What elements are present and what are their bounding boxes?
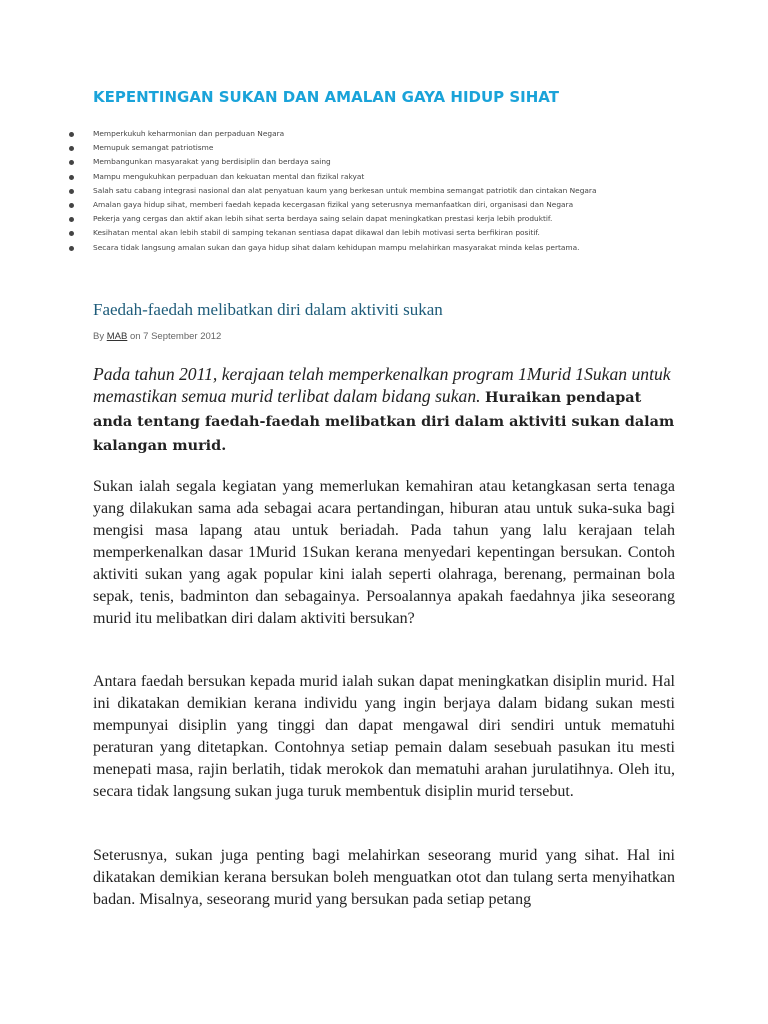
list-item xyxy=(69,170,729,184)
bullet-icon xyxy=(69,231,74,236)
list-item xyxy=(69,226,729,240)
list-item-text: Secara tidak langsung amalan sukan dan gaya hidup sihat dalam kehidupan mampu melahirkan masyarakat minda kelas pertama. xyxy=(93,242,580,252)
bullet-icon xyxy=(69,160,74,165)
list-item-text: Mampu mengukuhkan perpaduan dan kekuatan mental dan fizikal rakyat xyxy=(93,171,365,181)
bullet-icon xyxy=(69,217,74,222)
list-item xyxy=(69,184,729,198)
bullet-icon xyxy=(69,189,74,194)
list-item-text: Pekerja yang cergas dan aktif akan lebih sihat serta berdaya saing selain dapat meningkatkan prestasi kerja lebih produktif. xyxy=(93,214,553,224)
list-item-text: Amalan gaya hidup sihat, memberi faedah kepada kecergasan fizikal yang seterusnya memanfaatkan diri, organisasi dan Negara xyxy=(93,199,574,209)
intro-paragraph xyxy=(93,363,675,457)
byline-date: on 7 September 2012 xyxy=(129,331,222,342)
list-item-text: Memupuk semangat patriotisme xyxy=(93,143,214,153)
intro-bold-text: Huraikan pendapat anda tentang faedah-faedah melibatkan diri dalam aktiviti sukan dalam kalangan murid. xyxy=(93,389,675,454)
article-title: Faedah-faedah melibatkan diri dalam aktiviti sukan xyxy=(93,300,443,319)
list-item xyxy=(69,198,729,212)
bullet-icon xyxy=(69,175,74,180)
list-item-text: Membangunkan masyarakat yang berdisiplin dan berdaya saing xyxy=(93,157,331,167)
byline-prefix: By xyxy=(93,331,105,342)
bullet-icon xyxy=(69,246,74,251)
list-item-text: Salah satu cabang integrasi nasional dan alat penyatuan kaum yang berkesan untuk membina semangat patriotik dan cintakan Negara xyxy=(93,185,597,195)
list-item xyxy=(69,127,729,141)
list-item-text: Kesihatan mental akan lebih stabil di samping tekanan sentiasa dapat dikawal dan lebih motivasi serta berfikiran positif. xyxy=(93,228,540,238)
body-paragraph: Sukan ialah segala kegiatan yang memerlukan kemahiran atau ketangkasan serta tenaga yang dilakukan sama ada sebagai acara pertandingan, hiburan atau untuk suka-suka bagi mengisi masa lapang atau untuk beriadah. Pada tahun yang lalu kerajaan telah memperkenalkan dasar 1Murid 1Sukan kerana menyedari kepentingan bersukan. Contoh aktiviti sukan yang agak popular kini ialah seperti olahraga, berenang, permainan bola sepak, tenis, badminton dan sebagainya. Persoalannya apakah faedahnya jika seseorang murid itu melibatkan diri dalam aktiviti bersukan? xyxy=(93,478,675,627)
list-item-text: Memperkukuh keharmonian dan perpaduan Negara xyxy=(93,129,285,138)
bullet-icon xyxy=(69,203,74,208)
main-heading: KEPENTINGAN SUKAN DAN AMALAN GAYA HIDUP SIHAT xyxy=(93,88,559,106)
list-item xyxy=(69,155,729,169)
body-paragraph: Antara faedah bersukan kepada murid ialah sukan dapat meningkatkan disiplin murid. Hal ini dikatakan demikian kerana individu yang ingin berjaya dalam bidang sukan mesti mempunyai disiplin yang tinggi dan dapat mengawal diri sendiri untuk mematuhi peraturan yang ditetapkan. Contohnya setiap pemain dalam sesebuah pasukan itu mesti menepati masa, rajin berlatih, tidak merokok dan mematuhi arahan jurulatihnya. Oleh itu, secara tidak langsung sukan juga turuk membentuk disiplin murid tersebut. xyxy=(93,673,675,800)
list-item xyxy=(69,241,729,255)
intro-italic-text: Pada tahun 2011, kerajaan telah memperkenalkan program 1Murid 1Sukan untuk memastikan semua murid terlibat dalam bidang sukan. xyxy=(93,364,671,406)
bullet-icon xyxy=(69,146,74,151)
body-paragraph: Seterusnya, sukan juga penting bagi melahirkan seseorang murid yang sihat. Hal ini dikatakan demikian kerana bersukan boleh menguatkan otot dan tulang serta menyihatkan badan. Misalnya, seseorang murid yang bersukan pada setiap petang xyxy=(93,847,675,908)
byline xyxy=(93,331,221,342)
bullet-icon xyxy=(69,132,74,137)
list-item xyxy=(69,141,729,155)
author-link[interactable]: MAB xyxy=(106,331,128,342)
benefits-list xyxy=(69,127,729,255)
list-item xyxy=(69,212,729,226)
